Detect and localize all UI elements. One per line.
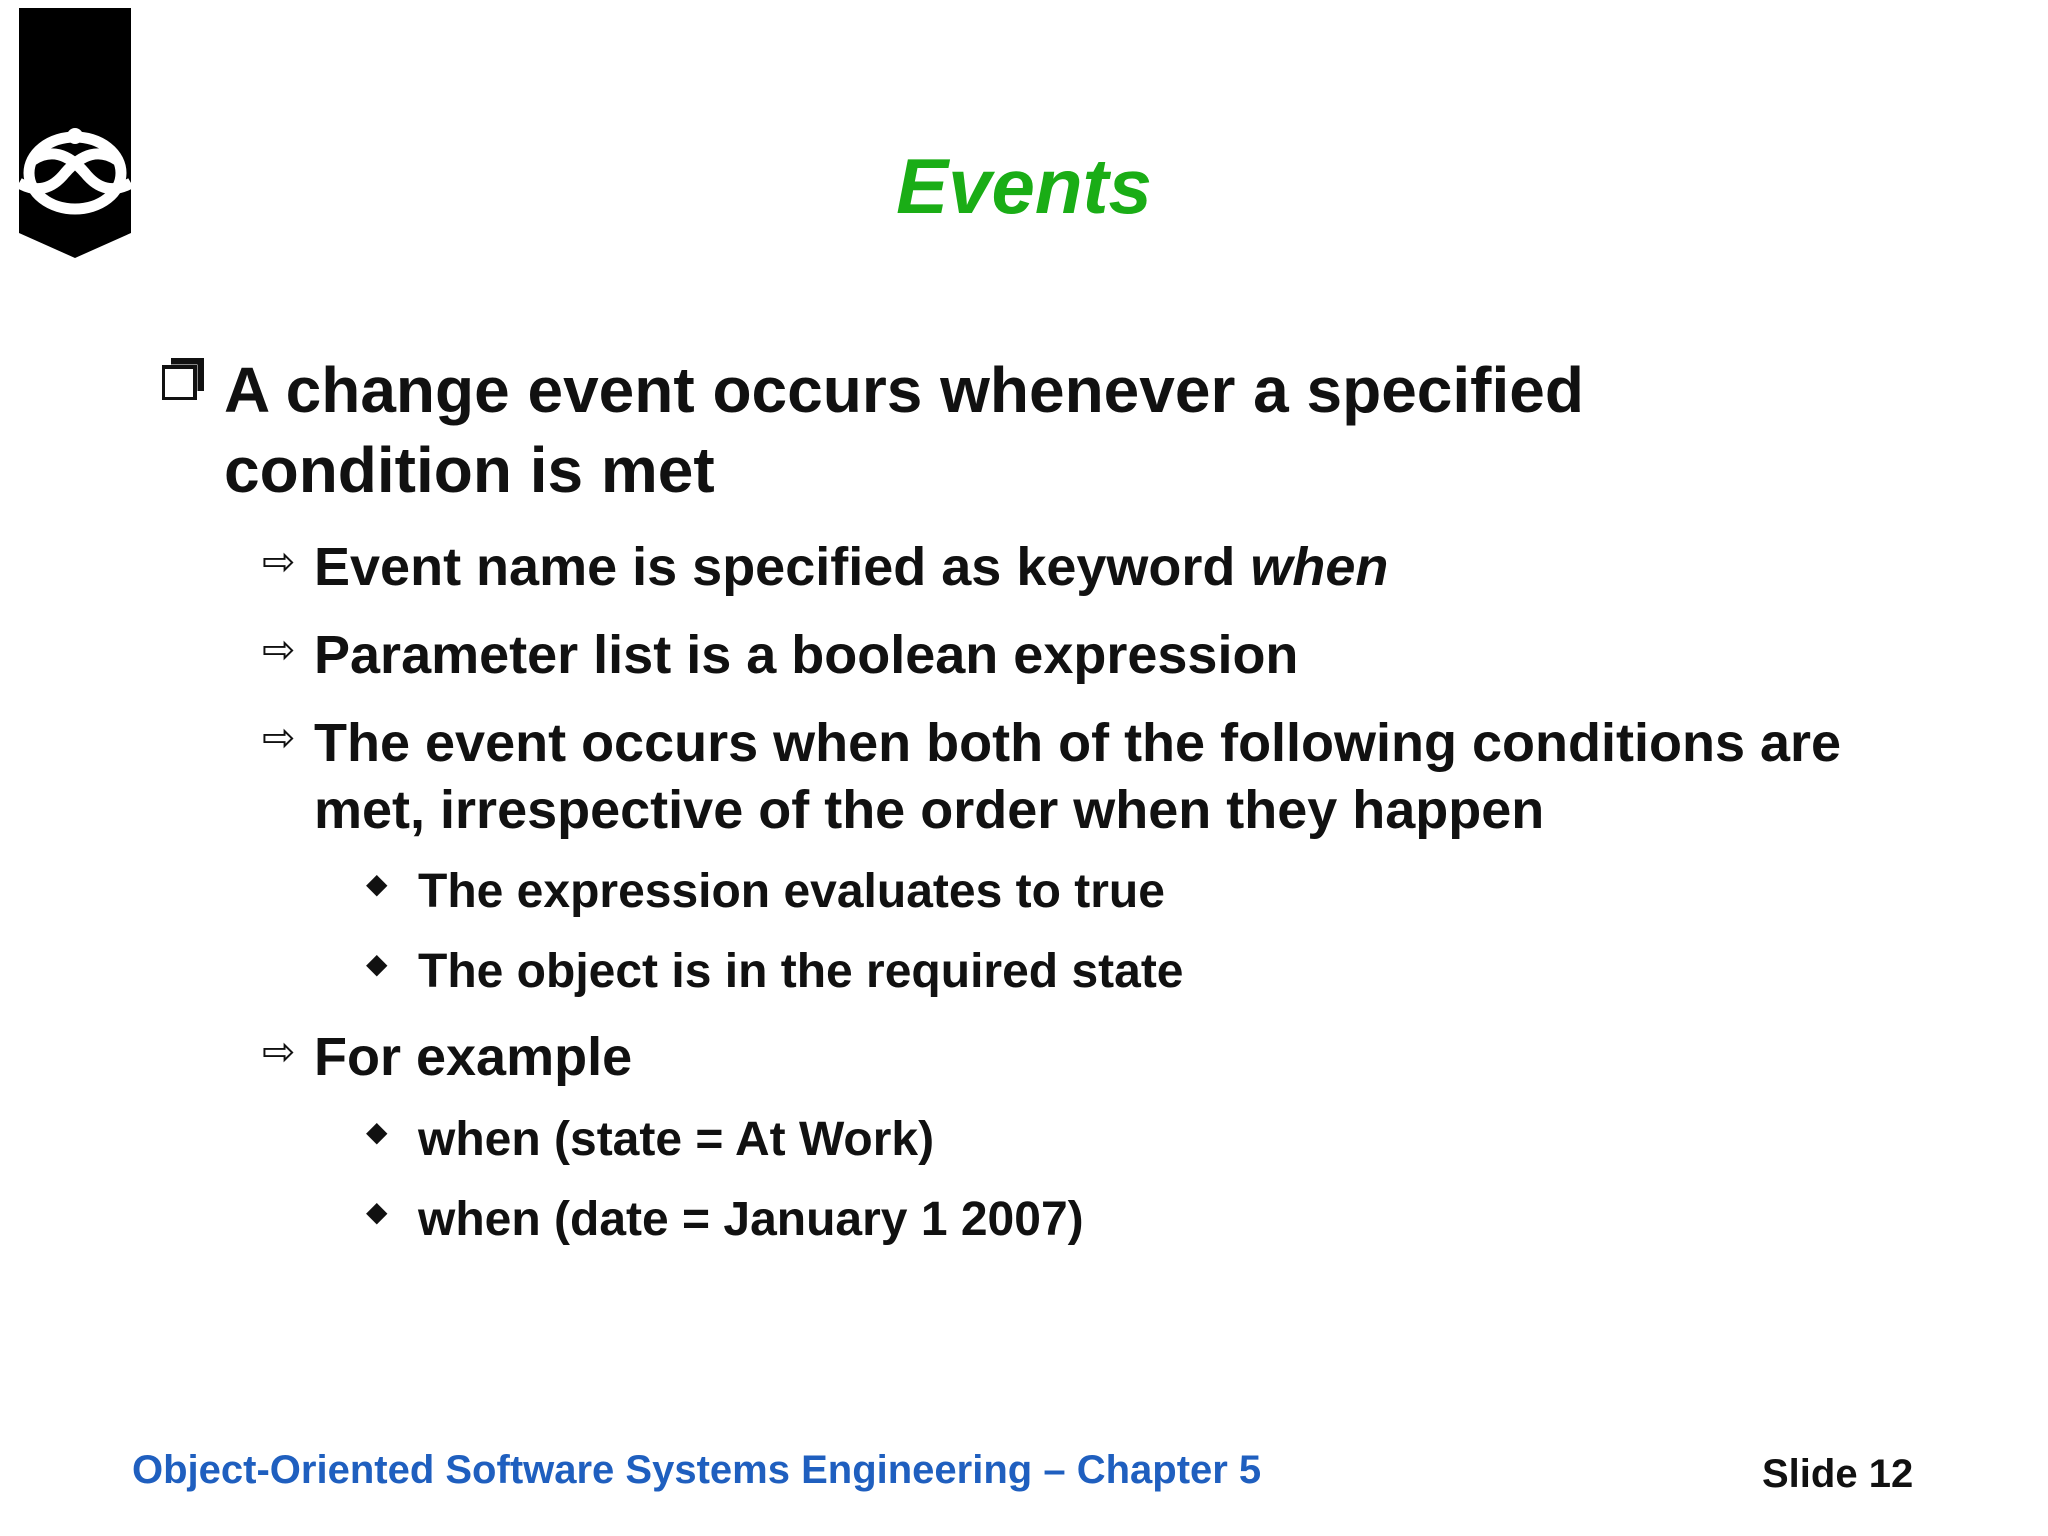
hollow-right-arrow-icon: ⇨ (262, 627, 296, 673)
diamond-bullet-icon: ◆ (366, 1115, 388, 1148)
diamond-bullet-icon: ◆ (366, 1195, 388, 1228)
diamond-bullet-icon: ◆ (366, 867, 388, 900)
diamond-bullet-icon: ◆ (366, 947, 388, 980)
hollow-right-arrow-icon: ⇨ (262, 1029, 296, 1075)
bullet-sub-3-text: The event occurs when both of the following conditions are met, irrespective of the order when they happen (314, 713, 1842, 840)
slide-title-text: Events (896, 142, 1152, 230)
bullet-sub-4-text: For example (314, 1027, 633, 1087)
bullet-sub-2-text: Parameter list is a boolean expression (314, 625, 1299, 685)
list-item: The expression evaluates to true (418, 865, 1165, 918)
bullet-sub-1-keyword: when (1250, 537, 1389, 597)
footer-course-title: Object-Oriented Software Systems Engineering – Chapter 5 (132, 1448, 1262, 1492)
list-item: The object is in the required state (418, 945, 1184, 998)
list-item: when (state = At Work) (418, 1113, 935, 1166)
bullet-main-text: A change event occurs whenever a specified condition is met (224, 354, 1584, 506)
hollow-right-arrow-icon: ⇨ (262, 715, 296, 761)
checkbox-bullet-icon (162, 358, 204, 400)
footer-slide-number: Slide 12 (1762, 1452, 1914, 1496)
list-item: when (date = January 1 2007) (418, 1193, 1084, 1246)
hollow-right-arrow-icon: ⇨ (262, 539, 296, 585)
bullet-sub-1-plain: Event name is specified as keyword (314, 537, 1251, 597)
bullet-sub-1-text (314, 534, 1874, 601)
